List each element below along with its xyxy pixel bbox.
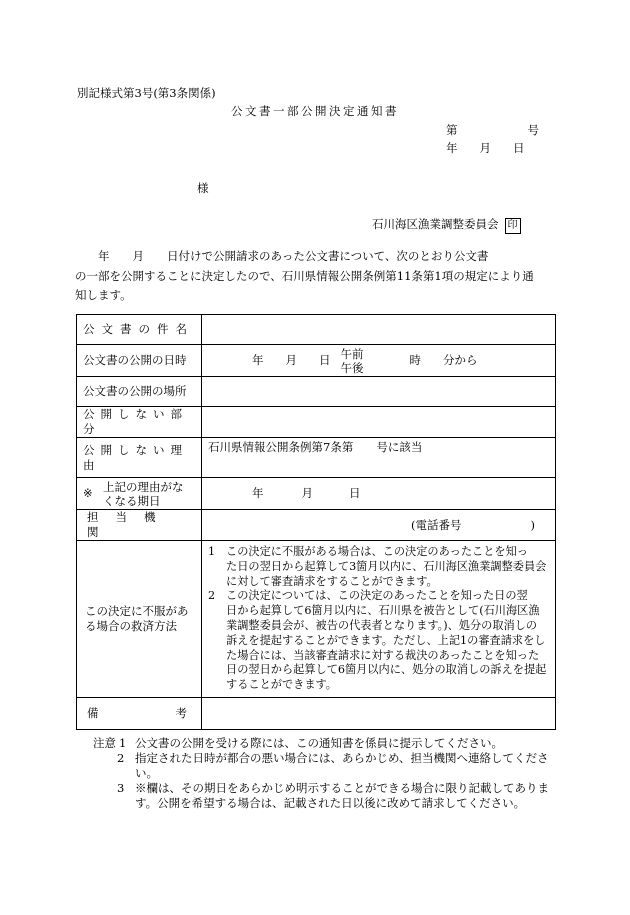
recipient-honorific: 様 (197, 181, 209, 195)
place-label: 公文書の公開の場所 (77, 377, 202, 407)
remedy-line: 日から起算して6箇月以内に、石川県を被告として(石川海区漁 (226, 604, 540, 618)
remedy-line: 日の翌日から起算して6箇月以内に、処分の取消しの訴えを提起 (226, 663, 547, 677)
table-row (77, 377, 556, 407)
note-line: ※欄は、その期日をあらかじめ明示することができる場合に限り記載してありま (135, 781, 549, 795)
part-value (202, 407, 556, 438)
agency-cell (202, 510, 556, 541)
note-number: 2 (117, 751, 125, 765)
table-row (77, 438, 556, 478)
remedy-line: た場合には、当該審査請求に対する裁決のあったことを知った (226, 648, 540, 662)
agency-label: 担当機関 (87, 510, 173, 539)
phone-label: (電話番号 ) (411, 517, 535, 532)
datetime-value (202, 345, 556, 377)
dt-month: 月 (285, 353, 297, 367)
issuer-name: 石川海区漁業調整委員会 (372, 217, 499, 231)
remedy-cell (202, 541, 556, 698)
note-item (93, 751, 553, 781)
note-line: い。 (135, 766, 158, 780)
remedy-item-number: 1 (208, 545, 216, 558)
remedy-line: この決定については、この決定のあったことを知った日の翌 (226, 589, 528, 603)
row-label (77, 315, 202, 345)
reason-value: 石川県情報公開条例第7条第 号に該当 (208, 440, 423, 454)
date-month: 月 (479, 141, 491, 155)
number-prefix: 第 (446, 123, 458, 137)
document-number-line (446, 123, 539, 138)
remarks-label-left: 備 (87, 706, 99, 720)
issuer-line (372, 217, 521, 234)
remarks-label-right: 考 (175, 706, 187, 720)
dt-hour: 時 (409, 353, 421, 367)
body-line-2: の一部を公開することに決定したので、石川県情報公開条例第11条第1項の規定により通 (75, 268, 534, 283)
table-row (77, 541, 556, 698)
remedy-label-line2: る場合の救済方法 (85, 619, 177, 633)
row-label (77, 407, 202, 438)
body-line-3: 知します。 (75, 288, 132, 302)
table-row (77, 510, 556, 541)
notes-section (93, 736, 553, 811)
remedy-label-line1: この決定に不服があ (85, 604, 189, 618)
decision-table (76, 314, 556, 730)
ex-month: 月 (301, 486, 313, 500)
remarks-value (202, 698, 556, 730)
note-line: 指定された日時が都合の悪い場合には、あらかじめ、担当機関へ連絡してくださ (135, 751, 549, 765)
reason-label: 公開しない理由 (83, 442, 188, 472)
remedy-line: た日の翌日から起算して3箇月以内に、石川海区漁業調整委員会 (226, 559, 547, 573)
doc-name-value (202, 315, 556, 345)
document-title: 公文書一部公開決定通知書 (231, 104, 399, 118)
am-label: 午前 (340, 346, 364, 361)
expire-label-cell (77, 478, 202, 510)
table-row (77, 698, 556, 730)
note-line: 公文書の公開を受ける際には、この通知書を係員に提示してください。 (135, 736, 503, 750)
pm-label: 午後 (340, 360, 364, 375)
datetime-label: 公文書の公開の日時 (77, 345, 202, 377)
table-row (77, 315, 556, 345)
number-suffix: 号 (527, 123, 539, 137)
table-row (77, 478, 556, 510)
remedy-list (208, 543, 551, 695)
note-number: 3 (117, 781, 125, 795)
table-row (77, 407, 556, 438)
part-label: 公開しない部分 (83, 407, 188, 436)
table-row (77, 345, 556, 377)
note-item (93, 781, 553, 811)
expire-value (202, 478, 556, 510)
note-item (93, 736, 553, 751)
remedy-item (208, 589, 551, 693)
date-day: 日 (513, 141, 525, 155)
dt-minute: 分から (443, 353, 478, 367)
dt-year: 年 (252, 353, 264, 367)
seal-mark: 印 (505, 218, 521, 234)
date-year: 年 (446, 141, 458, 155)
body-line-1: 年 月 日付けで公開請求のあった公文書について、次のとおり公文書 (75, 249, 489, 263)
remedy-item (208, 545, 551, 589)
remedy-label-cell (77, 541, 202, 698)
row-label (77, 438, 202, 478)
remedy-item-number: 2 (208, 589, 216, 603)
remedy-line: することができます。 (226, 678, 337, 692)
remedy-line: に対して審査請求をすることができます。 (226, 574, 438, 588)
note-number: 1 (119, 736, 127, 750)
dt-day: 日 (319, 353, 331, 367)
expire-label-line2: くなる期日 (103, 493, 161, 508)
body-paragraph (75, 247, 553, 306)
ex-year: 年 (252, 486, 264, 500)
doc-name-label: 公文書の件名 (83, 322, 194, 336)
reason-cell (202, 438, 556, 478)
remedy-line: この決定に不服がある場合は、この決定のあったことを知っ (226, 545, 528, 558)
row-label (77, 510, 202, 541)
remarks-label-cell (77, 698, 202, 730)
notes-label: 注意 (93, 736, 116, 750)
note-line: す。公開を希望する場合は、記載された日以後に改めて請求してください。 (135, 796, 526, 810)
ex-day: 日 (349, 486, 361, 500)
expire-label-line1: 上記の理由がな (103, 479, 184, 494)
form-number: 別記様式第3号(第3条関係) (77, 86, 216, 100)
asterisk-mark: ※ (83, 486, 93, 500)
issue-date-line (446, 141, 525, 156)
remedy-line: 訴えを提起することができます。ただし、上記1の審査請求をし (226, 633, 546, 647)
remedy-line: 業調整委員会が、被告の代表者となります。)、処分の取消しの (226, 618, 538, 632)
place-value (202, 377, 556, 407)
